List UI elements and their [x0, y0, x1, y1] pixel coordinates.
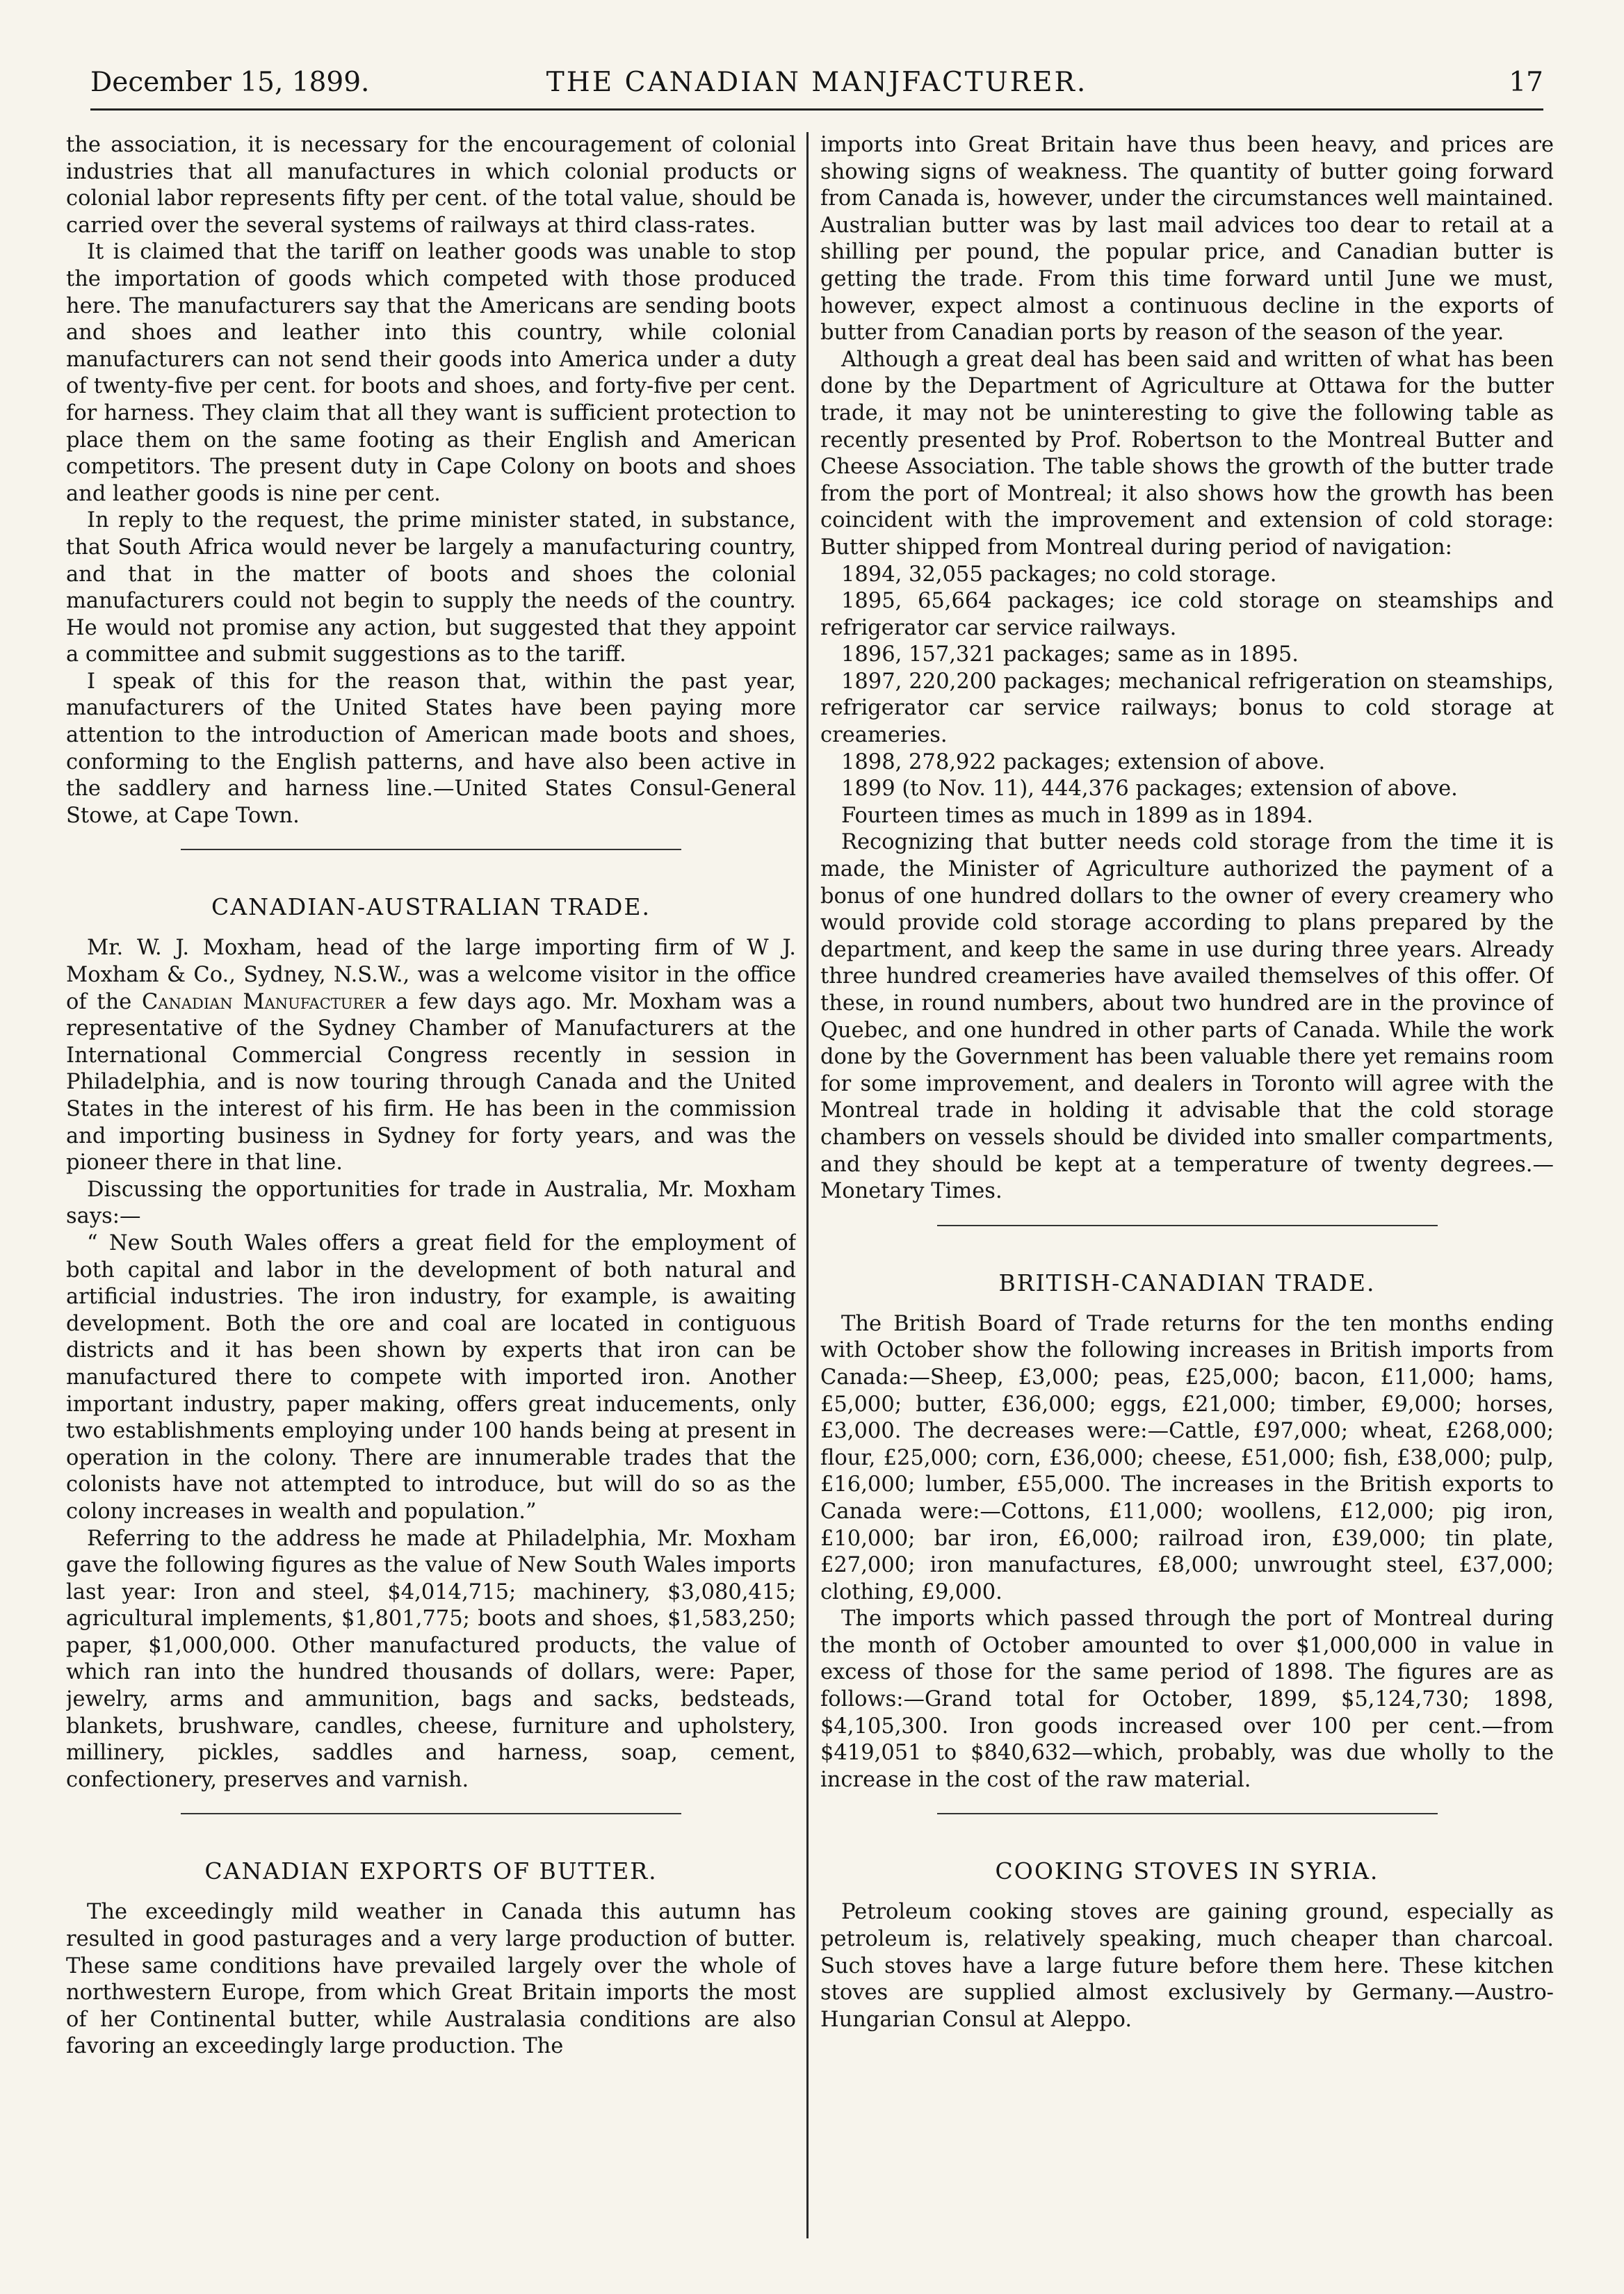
section-rule [181, 849, 681, 850]
paragraph [66, 935, 796, 1176]
quotation: “ New South Wales offers a great field for the employment of both capital and labor in the development of both natural and artificial industries. The iron industry, for example, is awaiting development. Both the ore and coal are located in contiguous districts and it has been shown by experts that iron can be manufactured there to compete with imported iron. Another important industry, paper making, offers great inducements, only two establishments employing under 100 hands being at present in operation in the colony. There are innumerable trades that the colonists have not attempted to introduce, but will do so as the colony increases in wealth and population.” [66, 1230, 796, 1524]
page-number: 17 [1509, 67, 1543, 98]
paragraph: I speak of this for the reason that, within the past year, manufacturers of the United States have been paying more attention to the introduction of American made boots and shoes, conforming to the English patterns, and have also been active in the saddlery and harness line.—United States Consul-General Stowe, at Cape Town. [66, 669, 796, 828]
list-item: 1894, 32,055 packages; no cold storage. [841, 562, 1277, 587]
paragraph: The British Board of Trade returns for the ten months ending with October show the following increases in British imports from Canada:—Sheep, £3,000; peas, £25,000; bacon, £11,000; hams, £5,000; butter, £36,000; eggs, £21,000; timber, £9,000; horses, £3,000. The decreases were:—Cattle, £97,000; wheat, £268,000; flour, £25,000; corn, £36,000; cheese, £51,000; fish, £38,000; pulp, £16,000; lumber, £55,000. The increases in the British exports to Canada were:—Cottons, £11,000; woollens, £12,000; pig iron, £10,000; bar iron, £6,000; railroad iron, £39,000; tin plate, £27,000; iron manufactures, £8,000; unwrought steel, £37,000; clothing, £9,000. [820, 1311, 1554, 1604]
list-item: 1896, 157,321 packages; same as in 1895. [841, 642, 1299, 667]
paragraph: imports into Great Britain have thus been heavy, and prices are showing signs of weakness. The quantity of butter going forward from Canada is, however, under the circumstances well maintained. Australian butter was by last mail advices too dear to retail at a shilling per pound, the popular price, and Canadian butter is getting the trade. From this time forward until June we must, however, expect almost a continuous decline in the exports of butter from Canadian ports by reason of the season of the year. [820, 133, 1554, 345]
column-divider [806, 132, 809, 2238]
paragraph: It is claimed that the tariff on leather goods was unable to stop the importation of goods which competed with those produced here. The manufacturers say that the Americans are sending boots and shoes and leather into this country, while colonial manufacturers can not send their goods into America under a duty of twenty-five per cent. for boots and shoes, and forty-five per cent. for harness. They claim that all they want is sufficient protection to place them on the same footing as their English and American competitors. The present duty in Cape Colony on boots and shoes and leather goods is nine per cent. [66, 240, 796, 506]
paragraph: Recognizing that butter needs cold storage from the time it is made, the Minister of Agriculture authorized the payment of a bonus of one hundred dollars to the owner of every creamery who would provide cold storage according to plans prepared by the department, and keep the same in use during three years. Already three hundred creameries have availed themselves of this offer. Of these, in round numbers, about two hundred are in the province of Quebec, and one hundred in other parts of Canada. While the work done by the Government has been valuable there yet remains room for some improvement, and dealers in Toronto will agree with the Montreal trade in holding it advisable that the cold storage chambers on vessels should be divided into smaller compartments, and they should be kept at a temperature of twenty degrees.—Monetary Times. [820, 830, 1554, 1204]
heading-canadian-exports-of-butter: CANADIAN EXPORTS OF BUTTER. [204, 1857, 658, 1885]
right-column [820, 132, 1554, 2245]
paragraph: Petroleum cooking stoves are gaining ground, especially as petroleum is, relatively speaking, much cheaper than charcoal. Such stoves have a large future before them here. These kitchen stoves are supplied almost exclusively by Germany.—Austro-Hungarian Consul at Aleppo. [820, 1900, 1554, 2032]
paragraph: Although a great deal has been said and written of what has been done by the Department of Agriculture at Ottawa for the butter trade, it may not be uninteresting to give the following table as recently presented by Prof. Robertson to the Montreal Butter and Cheese Association. The table shows the growth of the butter trade from the port of Montreal; it also shows how the growth has been coincident with the improvement and extension of cold storage: Butter shipped from Montreal during period of navigation: [820, 347, 1554, 560]
list-item: 1898, 278,922 packages; extension of above. [841, 749, 1326, 774]
paragraph: Discussing the opportunities for trade in Australia, Mr. Moxham says:— [66, 1177, 796, 1229]
heading-cooking-stoves-in-syria: COOKING STOVES IN SYRIA. [995, 1857, 1379, 1885]
heading-canadian-australian-trade: CANADIAN-AUSTRALIAN TRADE. [211, 893, 651, 921]
text-run: Mr. W. J. Moxham, head of the large importing firm of W J. Moxham & Co., Sydney, N.S.W., was a welcome visitor in the office of the [66, 936, 796, 1014]
section-rule [937, 1225, 1438, 1226]
paragraph: The exceedingly mild weather in Canada this autumn has resulted in good pasturages and a very large production of butter. These same conditions have prevailed largely over the whole of northwestern Europe, from which Great Britain imports the most of her Continental butter, while Australasia conditions are also favoring an exceedingly large production. The [66, 1900, 796, 2059]
list-item: 1895, 65,664 packages; ice cold storage on steamships and refrigerator car service railways. [820, 589, 1554, 640]
list-item: 1899 (to Nov. 11), 444,376 packages; extension of above. [841, 776, 1458, 802]
paragraph: Referring to the address he made at Philadelphia, Mr. Moxham gave the following figures as the value of New South Wales imports last year: Iron and steel, $4,014,715; machinery, $3,080,415; agricultural implements, $1,801,775; boots and shoes, $1,583,250; paper, $1,000,000. Other manufactured products, the value of which ran into the hundred thousands of dollars, were: Paper, jewelry, arms and ammunition, bags and sacks, bedsteads, blankets, brushware, candles, cheese, furniture and upholstery, millinery, pickles, saddles and harness, soap, cement, confectionery, preserves and varnish. [66, 1526, 796, 1792]
journal-title: THE CANADIAN MANJFACTURER. [546, 67, 1088, 98]
paragraph: In reply to the request, the prime minister stated, in substance, that South Africa would never be largely a manufacturing country, and that in the matter of boots and shoes the colonial manufacturers could not begin to supply the needs of the country. He would not promise any action, but suggested that they appoint a committee and submit suggestions as to the tariff. [66, 508, 796, 667]
section-rule [181, 1813, 681, 1814]
heading-british-canadian-trade: BRITISH-CANADIAN TRADE. [998, 1269, 1376, 1296]
paragraph: The imports which passed through the port of Montreal during the month of October amounted to over $1,000,000 in value in excess of those for the same period of 1898. The figures are as follows:—Grand total for October, 1899, $5,124,730; 1898, $4,105,300. Iron goods increased over 100 per cent.—from $419,051 to $840,632—which, probably, was due wholly to the increase in the cost of the raw material. [820, 1606, 1554, 1792]
list-item: Fourteen times as much in 1899 as in 1894. [841, 803, 1313, 828]
list-item: 1897, 220,200 packages; mechanical refrigeration on steamships, refrigerator car service railways; bonus to cold storage at creameries. [820, 669, 1554, 748]
section-rule [937, 1813, 1438, 1814]
paragraph: the association, it is necessary for the encouragement of colonial industries that all manufactures in which colonial products or colonial labor represents fifty per cent. of the total value, should be carried over the several systems of railways at third class-rates. [66, 133, 796, 238]
publication-name: Canadian Manufacturer [141, 989, 386, 1014]
text-run: a few days ago. Mr. Moxham was a representative of the Sydney Chamber of Manufacturers at the International Commercial Congress recently in session in Philadelphia, and is now touring through Canada and the United States in the interest of his firm. He has been in the commission and importing business in Sydney for forty years, and was the pioneer there in that line. [66, 989, 796, 1176]
left-column [66, 132, 796, 2245]
page-header [90, 67, 1543, 111]
issue-date: December 15, 1899. [90, 67, 370, 98]
